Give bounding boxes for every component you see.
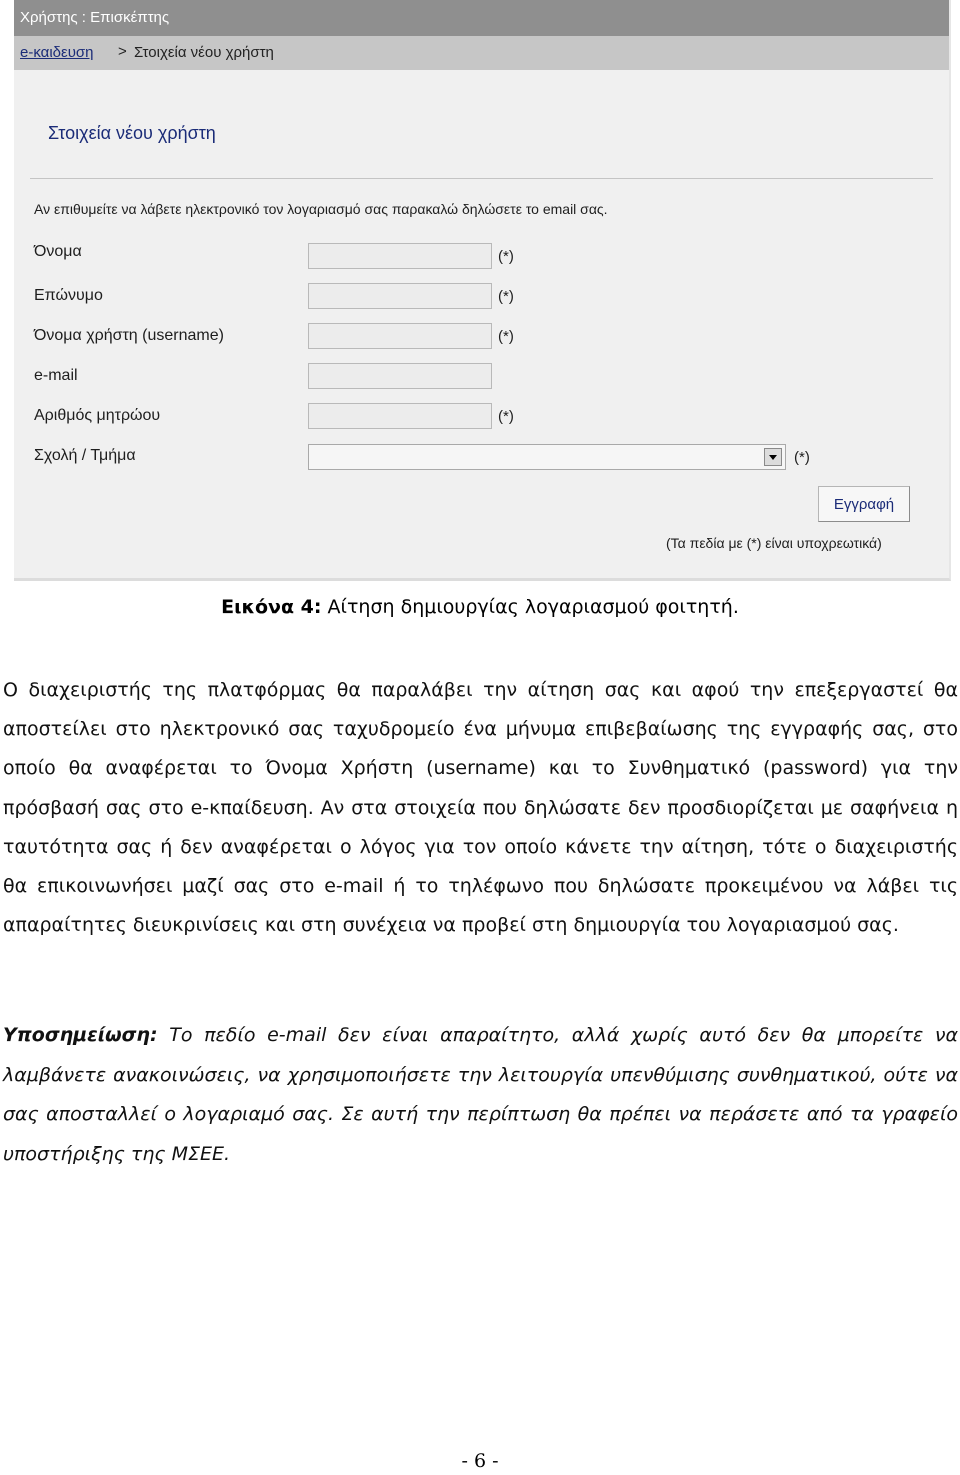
form-intro-text: Αν επιθυμείτε να λάβετε ηλεκτρονικό τον λογαριασμό σας παρακαλώ δηλώσετε το email σας. <box>34 201 608 217</box>
breadcrumb-home-link[interactable]: e-καιδευση <box>20 44 94 61</box>
department-select[interactable] <box>308 444 786 470</box>
registry-number-label: Αριθμός μητρώου <box>34 407 161 424</box>
page-number: - 6 - <box>461 1450 499 1472</box>
user-status-bar <box>14 0 949 36</box>
first-name-required-marker: (*) <box>498 248 514 265</box>
figure-caption <box>0 594 960 620</box>
last-name-label: Επώνυμο <box>34 287 103 304</box>
breadcrumb-current: Στοιχεία νέου χρήστη <box>134 44 274 61</box>
dropdown-arrow-icon[interactable] <box>764 448 782 466</box>
registry-number-input[interactable] <box>308 403 492 429</box>
register-button[interactable]: Εγγραφή <box>818 486 910 522</box>
email-input[interactable] <box>308 363 492 389</box>
footnote-text: Το πεδίο e-mail δεν είναι απαραίτητο, αλλά χωρίς αυτό δεν θα μπορείτε να λαμβάνετε ανακοινώσεις, να χρησιμοποιήσετε την λειτουργία υπενθύμισης συνθηματικού, ούτε να σας αποσταλλεί ο λογαριαμό σας. Σε αυτή την περίπτωση θα πρέπει να περάσετε από τα γραφείο υποστήριξης της ΜΣΕΕ. <box>3 1024 958 1165</box>
footnote-label: Υποσημείωση: <box>3 1024 158 1046</box>
user-status-text: Χρήστης : Επισκέπτης <box>20 9 170 26</box>
registry-number-required-marker: (*) <box>498 408 514 425</box>
form-title: Στοιχεία νέου χρήστη <box>48 123 216 143</box>
last-name-input[interactable] <box>308 283 492 309</box>
title-divider <box>30 178 933 179</box>
breadcrumb <box>14 36 949 70</box>
figure-caption-label: Εικόνα 4: <box>221 596 322 618</box>
breadcrumb-separator: > <box>118 43 127 60</box>
department-required-marker: (*) <box>794 449 810 466</box>
footnote-paragraph <box>3 1016 958 1174</box>
first-name-input[interactable] <box>308 243 492 269</box>
required-fields-note: (Τα πεδία με (*) είναι υποχρεωτικά) <box>666 535 882 551</box>
username-label: Όνομα χρήστη (username) <box>34 327 224 344</box>
registration-screenshot <box>14 0 951 581</box>
department-label: Σχολή / Τμήμα <box>34 447 136 464</box>
figure-caption-text: Αίτηση δημιουργίας λογαριασμού φοιτητή. <box>327 596 739 618</box>
last-name-required-marker: (*) <box>498 288 514 305</box>
username-required-marker: (*) <box>498 328 514 345</box>
body-paragraph: Ο διαχειριστής της πλατφόρμας θα παραλάβει την αίτηση σας και αφού την επεξεργαστεί θα αποστείλει στο ηλεκτρονικό σας ταχυδρομείο ένα μήνυμα επιβεβαίωσης της εγγραφής σας, στο οποίο θα αναφέρεται το Όνομα Χρήστη (username) και το Συνθηματικό (password) για την πρόσβασή σας στο e-κπαίδευση. Αν στα στοιχεία που δηλώσατε δεν προσδιορίζεται με σαφήνεια η ταυτότητα σας ή δεν αναφέρεται ο λόγος για τον οποίο κάνετε την αίτηση, τότε ο διαχειριστής θα επικοινωνήσει μαζί σας στο e-mail ή το τηλέφωνο που δηλώσατε προκειμένου να λάβει τις απαραίτητες διευκρινίσεις και στη συνέχεια να προβεί στη δημιουργία του λογαριασμού σας. <box>3 679 958 937</box>
first-name-label: Όνομα <box>34 243 82 260</box>
email-label: e-mail <box>34 367 78 384</box>
username-input[interactable] <box>308 323 492 349</box>
